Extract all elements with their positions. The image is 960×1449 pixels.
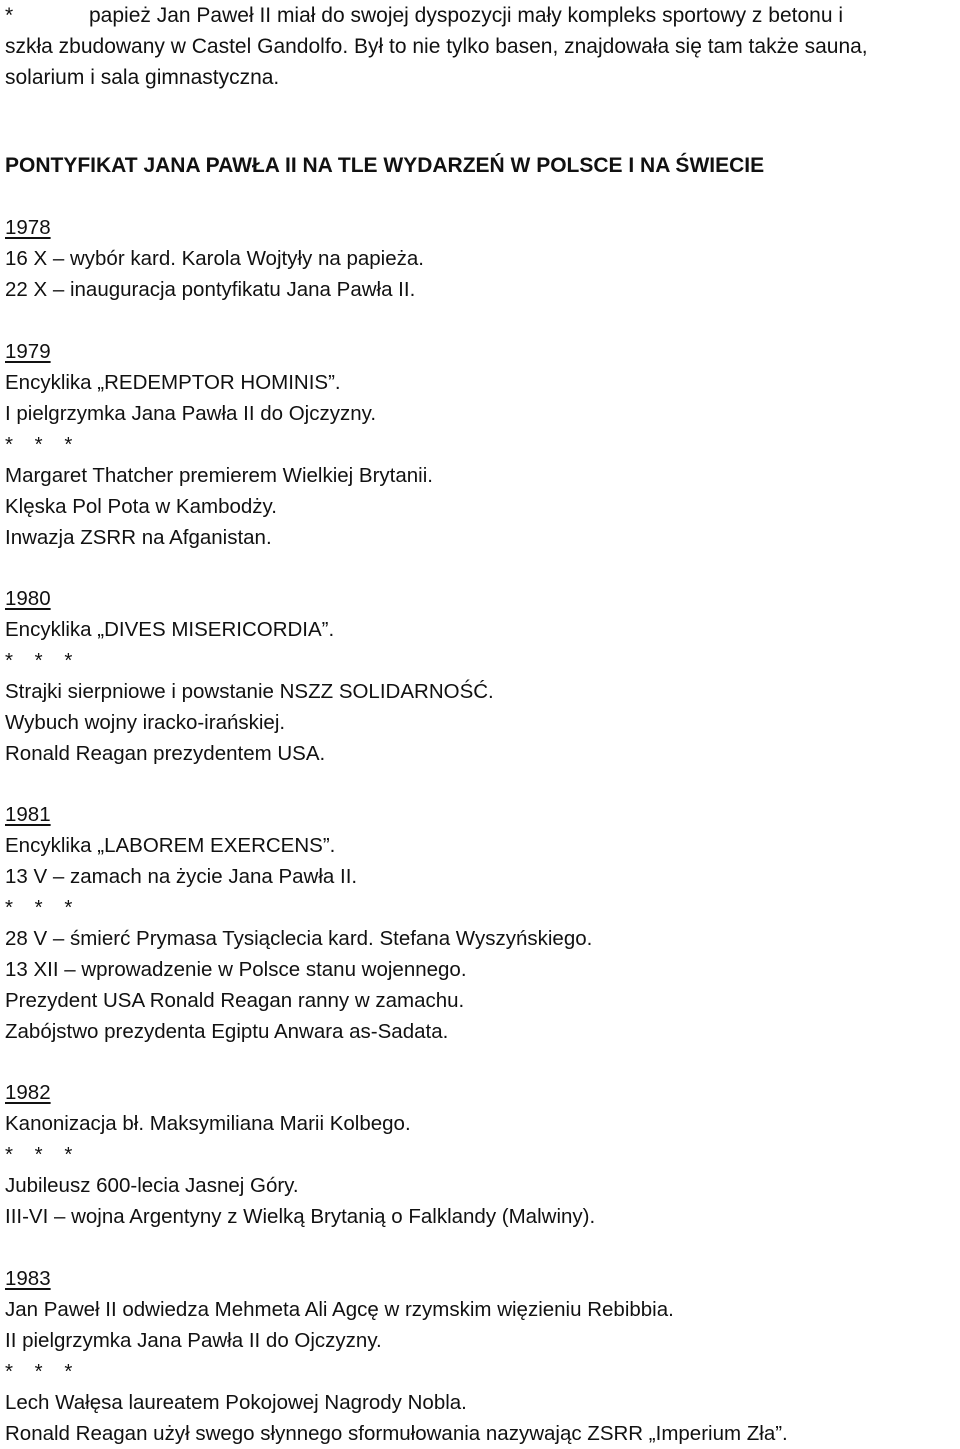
year-section-1978: [5, 212, 955, 305]
year-label: 1978: [5, 216, 51, 239]
event-item: Margaret Thatcher premierem Wielkiej Brytanii.: [5, 464, 433, 487]
intro-line-3: solarium i sala gimnastyczna.: [5, 66, 280, 89]
separator-asterisks: * * *: [5, 1360, 81, 1383]
year-section-1979: [5, 336, 955, 553]
event-item: Wybuch wojny iracko-irańskiej.: [5, 711, 286, 734]
event-item: Inwazja ZSRR na Afganistan.: [5, 526, 272, 549]
year-label: 1979: [5, 340, 51, 363]
event-item: Prezydent USA Ronald Reagan ranny w zamachu.: [5, 989, 465, 1012]
separator-asterisks: * * *: [5, 433, 81, 456]
event-item: III-VI – wojna Argentyny z Wielką Brytanią o Falklandy (Malwiny).: [5, 1205, 596, 1228]
event-item: 13 V – zamach na życie Jana Pawła II.: [5, 865, 358, 888]
event-item: 16 X – wybór kard. Karola Wojtyły na papieża.: [5, 247, 424, 270]
bullet-asterisk: *: [5, 4, 14, 27]
year-label: 1982: [5, 1081, 51, 1104]
year-section-1982: [5, 1077, 955, 1232]
event-item: Encyklika „LABOREM EXERCENS”.: [5, 834, 336, 857]
section-heading: PONTYFIKAT JANA PAWŁA II NA TLE WYDARZEŃ W POLSCE I NA ŚWIECIE: [5, 154, 765, 177]
intro-line-2: szkła zbudowany w Castel Gandolfo. Był to nie tylko basen, znajdowała się tam także sauna,: [5, 35, 868, 58]
event-item: Zabójstwo prezydenta Egiptu Anwara as-Sadata.: [5, 1020, 449, 1043]
year-section-1981: [5, 799, 955, 1047]
year-label: 1983: [5, 1267, 51, 1290]
separator-asterisks: * * *: [5, 649, 81, 672]
event-item: Encyklika „REDEMPTOR HOMINIS”.: [5, 371, 341, 394]
separator-asterisks: * * *: [5, 896, 81, 919]
intro-paragraph: [5, 0, 955, 93]
event-item: II pielgrzymka Jana Pawła II do Ojczyzny.: [5, 1329, 382, 1352]
event-item: Lech Wałęsa laureatem Pokojowej Nagrody Nobla.: [5, 1391, 467, 1414]
event-item: Jubileusz 600-lecia Jasnej Góry.: [5, 1174, 299, 1197]
event-item: Ronald Reagan prezydentem USA.: [5, 742, 326, 765]
event-item: Klęska Pol Pota w Kambodży.: [5, 495, 277, 518]
event-item: I pielgrzymka Jana Pawła II do Ojczyzny.: [5, 402, 377, 425]
event-item: Jan Paweł II odwiedza Mehmeta Ali Agcę w rzymskim więzieniu Rebibbia.: [5, 1298, 674, 1321]
event-item: Strajki sierpniowe i powstanie NSZZ SOLIDARNOŚĆ.: [5, 680, 494, 703]
separator-asterisks: * * *: [5, 1143, 81, 1166]
year-section-1983: [5, 1263, 955, 1449]
event-item: 22 X – inauguracja pontyfikatu Jana Pawła II.: [5, 278, 416, 301]
event-item: Kanonizacja bł. Maksymiliana Marii Kolbego.: [5, 1112, 411, 1135]
intro-line-1: * papież Jan Paweł II miał do swojej dyspozycji mały kompleks sportowy z betonu i: [5, 0, 955, 31]
event-item: 28 V – śmierć Prymasa Tysiąclecia kard. Stefana Wyszyńskiego.: [5, 927, 593, 950]
event-item: 13 XII – wprowadzenie w Polsce stanu wojennego.: [5, 958, 467, 981]
event-item: Ronald Reagan użył swego słynnego sformułowania nazywając ZSRR „Imperium Zła”.: [5, 1422, 788, 1445]
year-section-1980: [5, 583, 955, 769]
year-label: 1980: [5, 587, 51, 610]
year-label: 1981: [5, 803, 51, 826]
event-item: Encyklika „DIVES MISERICORDIA”.: [5, 618, 335, 641]
